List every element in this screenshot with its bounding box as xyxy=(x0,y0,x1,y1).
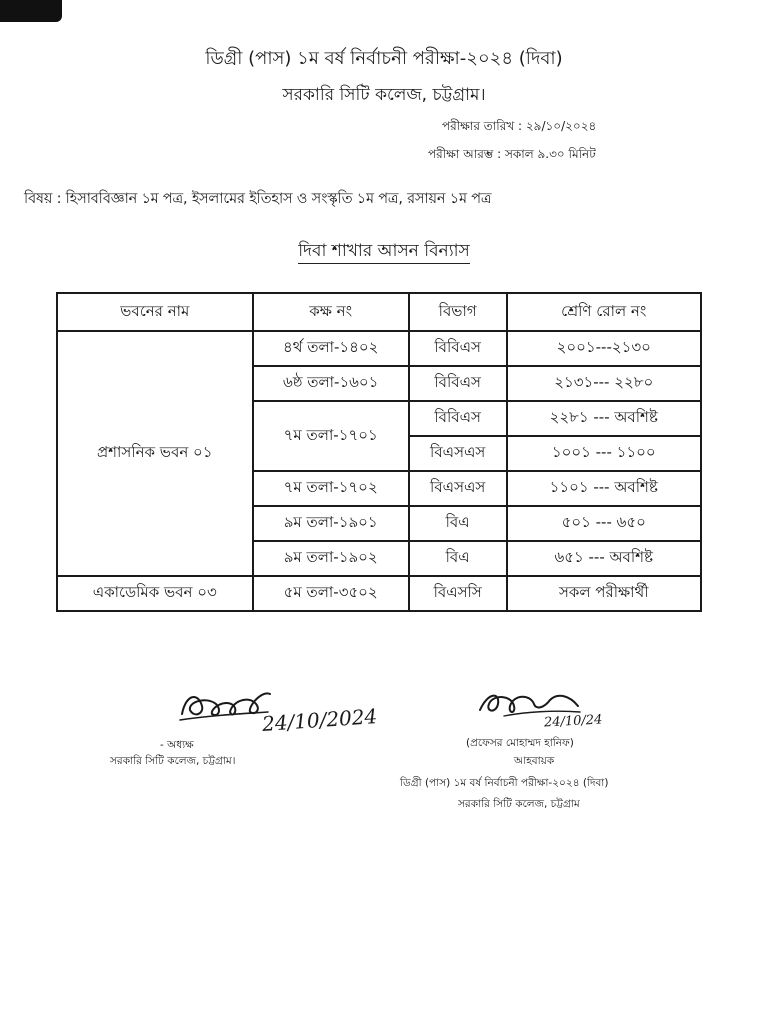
building-cell: একাডেমিক ভবন ০৩ xyxy=(57,576,253,611)
section-title xyxy=(0,238,768,266)
roll-cell: ২০০১---২১৩০ xyxy=(507,331,702,366)
roll-cell: ৬৫১ --- অবশিষ্ট xyxy=(507,541,702,576)
roll-cell: ২১৩১--- ২২৮০ xyxy=(507,366,702,401)
header-roll: শ্রেণি রোল নং xyxy=(507,293,702,331)
scan-corner-mark xyxy=(0,0,62,22)
section-title-text: দিবা শাখার আসন বিন্যাস xyxy=(298,241,470,264)
header-building: ভবনের নাম xyxy=(57,293,253,331)
roll-cell: ৫০১ --- ৬৫০ xyxy=(507,506,702,541)
roll-cell: ১০০১ --- ১১০০ xyxy=(507,436,702,471)
convener-name: (প্রফেসর মোহাম্মদ হানিফ) xyxy=(466,737,574,749)
dept-cell: বিএ xyxy=(409,541,507,576)
dept-cell: বিবিএস xyxy=(409,331,507,366)
principal-org: সরকারি সিটি কলেজ, চট্টগ্রাম। xyxy=(110,755,236,767)
room-cell: ৯ম তলা-১৯০১ xyxy=(253,506,409,541)
exam-date: পরীক্ষার তারিখ : ২৯/১০/২০২৪ xyxy=(442,119,597,133)
convener-org: সরকারি সিটি কলেজ, চট্টগ্রাম xyxy=(458,798,580,810)
dept-cell: বিবিএস xyxy=(409,401,507,436)
building-cell: প্রশাসনিক ভবন ০১ xyxy=(57,331,253,576)
principal-handwritten-date: 24/10/2024 xyxy=(261,704,378,736)
convener-exam: ডিগ্রী (পাস) ১ম বর্ষ নির্বাচনী পরীক্ষা-২০২৪ (দিবা) xyxy=(400,777,609,789)
table-row xyxy=(57,331,701,366)
dept-cell: বিএ xyxy=(409,506,507,541)
dept-cell: বিএসএস xyxy=(409,471,507,506)
principal-title: - অধ্যক্ষ xyxy=(160,739,194,751)
dept-cell: বিএসসি xyxy=(409,576,507,611)
convener-handwritten-date: 24/10/24 xyxy=(543,712,603,731)
exam-title: ডিগ্রী (পাস) ১ম বর্ষ নির্বাচনী পরীক্ষা-২০২৪ (দিবা) xyxy=(205,48,563,69)
college-name: সরকারি সিটি কলেজ, চট্টগ্রাম। xyxy=(282,85,486,105)
convener-role: আহবায়ক xyxy=(514,755,555,767)
room-cell: ৫ম তলা-৩৫০২ xyxy=(253,576,409,611)
room-cell: ৪র্থ তলা-১৪০২ xyxy=(253,331,409,366)
roll-cell: ২২৮১ --- অবশিষ্ট xyxy=(507,401,702,436)
header-dept: বিভাগ xyxy=(409,293,507,331)
room-cell: ৭ম তলা-১৭০১ xyxy=(253,401,409,471)
room-cell: ৭ম তলা-১৭০২ xyxy=(253,471,409,506)
dept-cell: বিএসএস xyxy=(409,436,507,471)
room-cell: ৯ম তলা-১৯০২ xyxy=(253,541,409,576)
table-row xyxy=(57,576,701,611)
header-room: কক্ষ নং xyxy=(253,293,409,331)
roll-cell: ১১০১ --- অবশিষ্ট xyxy=(507,471,702,506)
roll-cell: সকল পরীক্ষার্থী xyxy=(507,576,702,611)
table-header-row xyxy=(57,293,701,331)
seat-plan-table xyxy=(56,292,702,612)
subject-line: বিষয় : হিসাববিজ্ঞান ১ম পত্র, ইসলামের ইতিহাস ও সংস্কৃতি ১ম পত্র, রসায়ন ১ম পত্র xyxy=(24,191,492,207)
exam-start-time: পরীক্ষা আরম্ভ : সকাল ৯.৩০ মিনিট xyxy=(428,147,596,161)
room-cell: ৬ষ্ঠ তলা-১৬০১ xyxy=(253,366,409,401)
dept-cell: বিবিএস xyxy=(409,366,507,401)
